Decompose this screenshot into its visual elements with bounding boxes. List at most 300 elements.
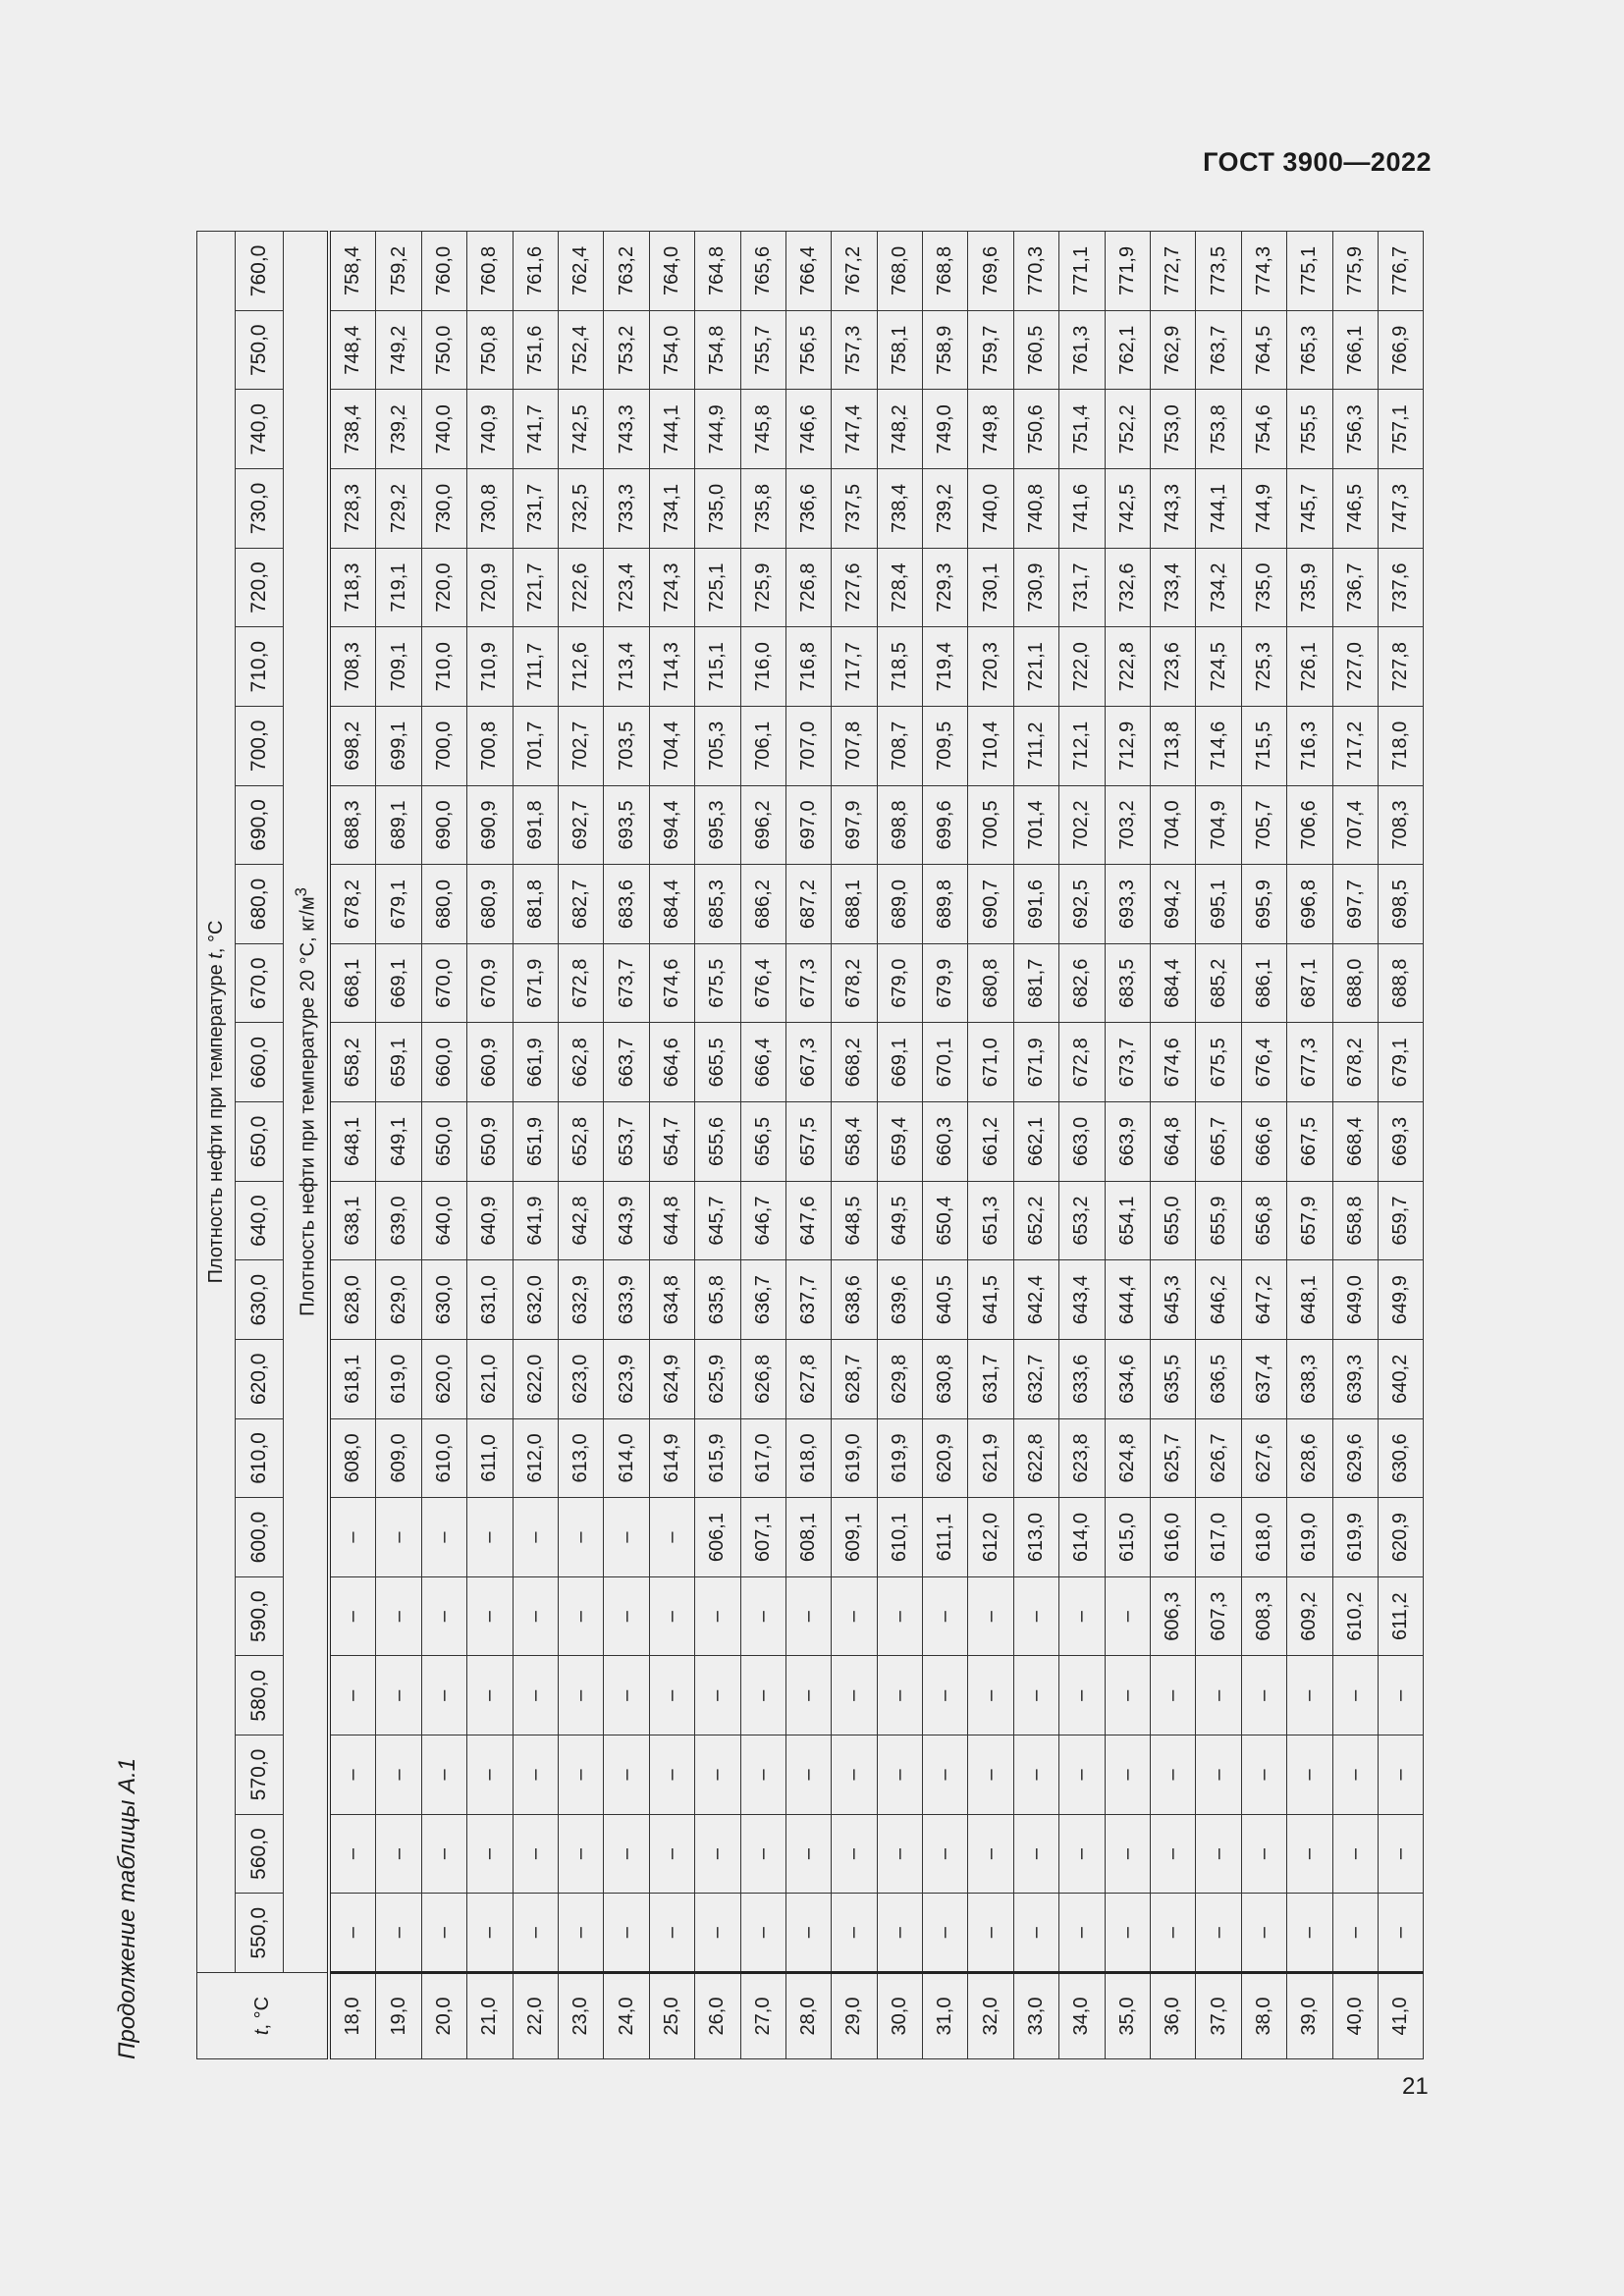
density-cell: 645,3 — [1151, 1260, 1196, 1340]
group-header-var: t — [204, 953, 227, 959]
density-cell: 712,6 — [558, 627, 603, 707]
density-cell: 772,7 — [1151, 231, 1196, 310]
density-cell: 639,3 — [1332, 1340, 1378, 1419]
density-cell: 704,9 — [1196, 785, 1241, 865]
density-cell: 619,0 — [376, 1340, 421, 1419]
density-cell: 722,0 — [1059, 627, 1105, 707]
density-cell: 702,2 — [1059, 785, 1105, 865]
density-cell: 675,5 — [695, 943, 740, 1023]
density-cell: 656,8 — [1241, 1181, 1286, 1260]
density-cell: 719,4 — [923, 627, 968, 707]
density-cell: 684,4 — [649, 865, 694, 944]
density-cell: – — [329, 1814, 376, 1894]
density-cell: 606,1 — [695, 1498, 740, 1577]
density-cell: 698,2 — [329, 707, 376, 786]
density-cell: – — [513, 1498, 558, 1577]
density-cell: 669,1 — [376, 943, 421, 1023]
density-cell: 697,0 — [785, 785, 831, 865]
standard-header: ГОСТ 3900—2022 — [1203, 147, 1432, 177]
density-cell: 657,5 — [785, 1102, 831, 1182]
temperature-cell: 41,0 — [1378, 1973, 1423, 2059]
density-cell: 726,1 — [1287, 627, 1332, 707]
density-cell: 722,8 — [1105, 627, 1150, 707]
density-cell: 738,4 — [877, 469, 922, 549]
density-cell: – — [923, 1576, 968, 1656]
density-column-header: 750,0 — [236, 310, 284, 390]
density-cell: – — [421, 1814, 466, 1894]
density-cell: – — [968, 1735, 1013, 1815]
density-cell: 753,8 — [1196, 390, 1241, 469]
density-cell: 689,1 — [376, 785, 421, 865]
density-cell: 768,8 — [923, 231, 968, 310]
density-cell: 679,0 — [877, 943, 922, 1023]
temperature-cell: 26,0 — [695, 1973, 740, 2059]
table-row — [785, 231, 831, 2058]
density-cell: 635,8 — [695, 1260, 740, 1340]
density-column-header: 630,0 — [236, 1260, 284, 1340]
table-row — [877, 231, 922, 2058]
density-cell: 618,0 — [785, 1418, 831, 1498]
density-cell: 728,4 — [877, 548, 922, 627]
density-cell: 649,9 — [1378, 1260, 1423, 1340]
density-cell: 720,9 — [467, 548, 513, 627]
table-row — [467, 231, 513, 2058]
density-cell: 626,8 — [740, 1340, 785, 1419]
density-cell: 730,0 — [421, 469, 466, 549]
density-cell: 746,5 — [1332, 469, 1378, 549]
density-cell: 715,1 — [695, 627, 740, 707]
density-cell: 727,8 — [1378, 627, 1423, 707]
density-cell: 668,2 — [832, 1023, 877, 1102]
density-cell: 671,9 — [1013, 1023, 1058, 1102]
density-cell: 681,8 — [513, 865, 558, 944]
density-cell: – — [513, 1576, 558, 1656]
density-cell: – — [1059, 1576, 1105, 1656]
density-cell: 611,1 — [923, 1498, 968, 1577]
density-cell: 726,8 — [785, 548, 831, 627]
density-cell: 640,2 — [1378, 1340, 1423, 1419]
density-cell: 671,0 — [968, 1023, 1013, 1102]
density-cell: 703,5 — [604, 707, 649, 786]
density-column-header: 660,0 — [236, 1023, 284, 1102]
density-cell: 742,5 — [558, 390, 603, 469]
density-cell: – — [604, 1814, 649, 1894]
density-cell: 761,3 — [1059, 310, 1105, 390]
density-cell: – — [1013, 1656, 1058, 1735]
temperature-cell: 18,0 — [329, 1973, 376, 2059]
density-cell: – — [376, 1576, 421, 1656]
density-column-header: 550,0 — [236, 1894, 284, 1973]
temperature-cell: 32,0 — [968, 1973, 1013, 2059]
density-cell: 692,7 — [558, 785, 603, 865]
density-cell: 658,8 — [1332, 1181, 1378, 1260]
density-cell: 740,0 — [421, 390, 466, 469]
density-column-header: 580,0 — [236, 1656, 284, 1735]
density-cell: 714,6 — [1196, 707, 1241, 786]
density-cell: 735,9 — [1287, 548, 1332, 627]
density-cell: 729,3 — [923, 548, 968, 627]
density-cell: 748,4 — [329, 310, 376, 390]
density-cell: 664,8 — [1151, 1102, 1196, 1182]
density-cell: 620,0 — [421, 1340, 466, 1419]
density-cell: 701,7 — [513, 707, 558, 786]
table-row — [421, 231, 466, 2058]
density-cell: 708,3 — [329, 627, 376, 707]
density-column-header: 600,0 — [236, 1498, 284, 1577]
density-cell: 642,4 — [1013, 1260, 1058, 1340]
density-cell: – — [604, 1576, 649, 1656]
density-cell: – — [1151, 1814, 1196, 1894]
density-cell: 707,0 — [785, 707, 831, 786]
density-cell: 754,8 — [695, 310, 740, 390]
density-cell: 663,9 — [1105, 1102, 1150, 1182]
density-cell: 742,5 — [1105, 469, 1150, 549]
density-cell: – — [1196, 1656, 1241, 1735]
density-cell: – — [513, 1735, 558, 1815]
temperature-cell: 29,0 — [832, 1973, 877, 2059]
density-cell: 752,4 — [558, 310, 603, 390]
density-cell: – — [1105, 1656, 1150, 1735]
density-cell: 697,9 — [832, 785, 877, 865]
density-cell: 739,2 — [376, 390, 421, 469]
density-cell: – — [785, 1894, 831, 1973]
density-cell: 670,0 — [421, 943, 466, 1023]
density-cell: 730,8 — [467, 469, 513, 549]
density-cell: 693,5 — [604, 785, 649, 865]
density-cell: 615,9 — [695, 1418, 740, 1498]
density-cell: – — [695, 1814, 740, 1894]
density-cell: – — [1241, 1894, 1286, 1973]
density-cell: 616,0 — [1151, 1498, 1196, 1577]
temperature-cell: 19,0 — [376, 1973, 421, 2059]
density-cell: 698,5 — [1378, 865, 1423, 944]
density-cell: 743,3 — [604, 390, 649, 469]
density-cell: 672,8 — [558, 943, 603, 1023]
density-cell: 695,9 — [1241, 865, 1286, 944]
density-cell: – — [1287, 1735, 1332, 1815]
density-cell: 666,6 — [1241, 1102, 1286, 1182]
table-row — [740, 231, 785, 2058]
density-cell: – — [877, 1576, 922, 1656]
density-cell: 760,8 — [467, 231, 513, 310]
density-cell: 644,8 — [649, 1181, 694, 1260]
density-cell: – — [923, 1735, 968, 1815]
density-cell: 653,2 — [1059, 1181, 1105, 1260]
density-cell: 636,7 — [740, 1260, 785, 1340]
density-cell: 674,6 — [649, 943, 694, 1023]
density-cell: 675,5 — [1196, 1023, 1241, 1102]
density-cell: 744,9 — [1241, 469, 1286, 549]
density-cell: 644,4 — [1105, 1260, 1150, 1340]
density-cell: – — [1378, 1735, 1423, 1815]
density-cell: 775,1 — [1287, 231, 1332, 310]
density-cell: 651,3 — [968, 1181, 1013, 1260]
density-cell: 713,4 — [604, 627, 649, 707]
density-cell: 635,5 — [1151, 1340, 1196, 1419]
density-cell: – — [832, 1735, 877, 1815]
density-cell: 632,7 — [1013, 1340, 1058, 1419]
density-cell: – — [832, 1814, 877, 1894]
density-cell: – — [604, 1894, 649, 1973]
density-cell: 650,4 — [923, 1181, 968, 1260]
temperature-cell: 21,0 — [467, 1973, 513, 2059]
density-cell: 735,0 — [1241, 548, 1286, 627]
density-cell: 632,9 — [558, 1260, 603, 1340]
density-cell: 706,1 — [740, 707, 785, 786]
t-unit: , °C — [250, 1996, 273, 2030]
density-cell: 699,6 — [923, 785, 968, 865]
density-cell: 705,7 — [1241, 785, 1286, 865]
temperature-cell: 34,0 — [1059, 1973, 1105, 2059]
density-cell: – — [740, 1735, 785, 1815]
table-row — [329, 231, 376, 2058]
density-cell: 694,4 — [649, 785, 694, 865]
density-cell: 673,7 — [1105, 1023, 1150, 1102]
density-cell: 673,7 — [604, 943, 649, 1023]
density-cell: – — [923, 1894, 968, 1973]
density-cell: 691,6 — [1013, 865, 1058, 944]
temperature-cell: 33,0 — [1013, 1973, 1058, 2059]
density-cell: 695,3 — [695, 785, 740, 865]
density-cell: 690,7 — [968, 865, 1013, 944]
density-cell: 625,7 — [1151, 1418, 1196, 1498]
table-row — [1287, 231, 1332, 2058]
density-cell: 614,0 — [1059, 1498, 1105, 1577]
density-column-header: 610,0 — [236, 1418, 284, 1498]
density-cell: 610,0 — [421, 1418, 466, 1498]
density-cell: 641,5 — [968, 1260, 1013, 1340]
density-cell: 610,2 — [1332, 1576, 1378, 1656]
density-cell: 668,1 — [329, 943, 376, 1023]
density-cell: 717,2 — [1332, 707, 1378, 786]
density-cell: 634,6 — [1105, 1340, 1150, 1419]
density-cell: 747,3 — [1378, 469, 1423, 549]
density-cell: 755,7 — [740, 310, 785, 390]
density-cell: – — [649, 1576, 694, 1656]
density-cell: – — [1151, 1656, 1196, 1735]
density-cell: 655,0 — [1151, 1181, 1196, 1260]
table-row — [1013, 231, 1058, 2058]
density-cell: 733,3 — [604, 469, 649, 549]
density-cell: 671,9 — [513, 943, 558, 1023]
group-header-suffix: , °C — [204, 920, 227, 954]
density-cell: 710,9 — [467, 627, 513, 707]
density-cell: 762,9 — [1151, 310, 1196, 390]
density-cell: 765,3 — [1287, 310, 1332, 390]
density-cell: 638,6 — [832, 1260, 877, 1340]
density-cell: 609,0 — [376, 1418, 421, 1498]
table-row — [1059, 231, 1105, 2058]
density-cell: – — [695, 1656, 740, 1735]
sub-header — [284, 231, 330, 1972]
density-cell: – — [1241, 1814, 1286, 1894]
density-cell: 715,5 — [1241, 707, 1286, 786]
density-cell: 613,0 — [1013, 1498, 1058, 1577]
density-cell: – — [740, 1894, 785, 1973]
table-row — [1196, 231, 1241, 2058]
density-cell: 700,5 — [968, 785, 1013, 865]
density-cell: – — [1287, 1656, 1332, 1735]
density-cell: 771,9 — [1105, 231, 1150, 310]
density-cell: 714,3 — [649, 627, 694, 707]
density-cell: – — [968, 1814, 1013, 1894]
density-cell: 655,9 — [1196, 1181, 1241, 1260]
density-cell: 632,0 — [513, 1260, 558, 1340]
density-cell: 747,4 — [832, 390, 877, 469]
density-cell: 689,0 — [877, 865, 922, 944]
density-cell: 670,1 — [923, 1023, 968, 1102]
density-cell: 613,0 — [558, 1418, 603, 1498]
density-cell: 654,7 — [649, 1102, 694, 1182]
density-cell: 731,7 — [1059, 548, 1105, 627]
density-cell: 631,7 — [968, 1340, 1013, 1419]
density-cell: 612,0 — [513, 1418, 558, 1498]
density-cell: – — [376, 1735, 421, 1815]
density-cell: 607,3 — [1196, 1576, 1241, 1656]
density-cell: – — [558, 1576, 603, 1656]
density-cell: 766,9 — [1378, 310, 1423, 390]
density-column-header: 710,0 — [236, 627, 284, 707]
density-cell: – — [740, 1576, 785, 1656]
density-cell: 736,6 — [785, 469, 831, 549]
density-cell: 735,0 — [695, 469, 740, 549]
density-cell: 721,1 — [1013, 627, 1058, 707]
density-cell: 700,8 — [467, 707, 513, 786]
density-cell: 760,5 — [1013, 310, 1058, 390]
density-cell: 711,2 — [1013, 707, 1058, 786]
density-cell: – — [968, 1894, 1013, 1973]
density-cell: 679,9 — [923, 943, 968, 1023]
density-cell: 727,6 — [832, 548, 877, 627]
density-cell: 636,5 — [1196, 1340, 1241, 1419]
density-cell: 688,0 — [1332, 943, 1378, 1023]
density-cell: – — [604, 1498, 649, 1577]
sub-header-text: Плотность нефти при температуре 20 °С, кг/м — [297, 896, 319, 1316]
density-cell: – — [1196, 1814, 1241, 1894]
density-cell: – — [1105, 1735, 1150, 1815]
density-cell: – — [832, 1576, 877, 1656]
density-cell: 766,1 — [1332, 310, 1378, 390]
density-cell: – — [513, 1894, 558, 1973]
density-cell: 614,0 — [604, 1418, 649, 1498]
table-row — [1378, 231, 1423, 2058]
density-cell: 766,4 — [785, 231, 831, 310]
density-cell: 621,0 — [467, 1340, 513, 1419]
density-cell: 663,0 — [1059, 1102, 1105, 1182]
density-cell: – — [1059, 1814, 1105, 1894]
density-cell: 618,1 — [329, 1340, 376, 1419]
density-cell: – — [376, 1894, 421, 1973]
density-cell: 640,0 — [421, 1181, 466, 1260]
density-cell: – — [1378, 1894, 1423, 1973]
density-cell: 748,2 — [877, 390, 922, 469]
temperature-cell: 20,0 — [421, 1973, 466, 2059]
density-cell: 637,7 — [785, 1260, 831, 1340]
density-cell: 640,5 — [923, 1260, 968, 1340]
density-cell: 659,1 — [376, 1023, 421, 1102]
density-cell: – — [467, 1814, 513, 1894]
density-cell: – — [1196, 1894, 1241, 1973]
density-cell: 620,9 — [1378, 1498, 1423, 1577]
density-cell: 741,6 — [1059, 469, 1105, 549]
density-cell: 722,6 — [558, 548, 603, 627]
density-cell: 656,5 — [740, 1102, 785, 1182]
density-cell: – — [740, 1814, 785, 1894]
density-cell: – — [376, 1498, 421, 1577]
density-cell: – — [740, 1656, 785, 1735]
density-cell: 619,0 — [1287, 1498, 1332, 1577]
density-cell: 709,1 — [376, 627, 421, 707]
density-cell: 692,5 — [1059, 865, 1105, 944]
density-cell: 619,9 — [1332, 1498, 1378, 1577]
density-cell: 732,6 — [1105, 548, 1150, 627]
density-cell: 762,4 — [558, 231, 603, 310]
density-cell: 754,6 — [1241, 390, 1286, 469]
density-cell: 678,2 — [1332, 1023, 1378, 1102]
density-cell: – — [785, 1576, 831, 1656]
density-cell: 683,5 — [1105, 943, 1150, 1023]
density-cell: – — [649, 1735, 694, 1815]
density-cell: 707,8 — [832, 707, 877, 786]
density-cell: 729,2 — [376, 469, 421, 549]
density-cell: – — [1013, 1735, 1058, 1815]
density-column-header: 590,0 — [236, 1576, 284, 1656]
density-cell: – — [558, 1656, 603, 1735]
density-cell: 688,1 — [832, 865, 877, 944]
density-cell: 623,8 — [1059, 1418, 1105, 1498]
density-cell: 649,5 — [877, 1181, 922, 1260]
density-cell: 630,0 — [421, 1260, 466, 1340]
density-cell: – — [1151, 1894, 1196, 1973]
density-cell: 623,9 — [604, 1340, 649, 1419]
density-cell: 659,4 — [877, 1102, 922, 1182]
density-cell: 647,6 — [785, 1181, 831, 1260]
density-cell: 734,2 — [1196, 548, 1241, 627]
density-cell: 608,0 — [329, 1418, 376, 1498]
table-row — [558, 231, 603, 2058]
density-cell: 643,4 — [1059, 1260, 1105, 1340]
density-column-header: 760,0 — [236, 231, 284, 310]
density-cell: 647,2 — [1241, 1260, 1286, 1340]
density-cell: 740,9 — [467, 390, 513, 469]
density-cell: 750,6 — [1013, 390, 1058, 469]
density-cell: 759,7 — [968, 310, 1013, 390]
density-cell: 685,2 — [1196, 943, 1241, 1023]
density-cell: 704,0 — [1151, 785, 1196, 865]
density-cell: 755,5 — [1287, 390, 1332, 469]
density-cell: 758,4 — [329, 231, 376, 310]
density-cell: 608,3 — [1241, 1576, 1286, 1656]
table-row — [1241, 231, 1286, 2058]
density-cell: 760,0 — [421, 231, 466, 310]
density-cell: – — [695, 1576, 740, 1656]
density-cell: – — [1241, 1656, 1286, 1735]
density-cell: – — [1013, 1894, 1058, 1973]
density-cell: – — [1105, 1894, 1150, 1973]
density-cell: 648,5 — [832, 1181, 877, 1260]
temperature-cell: 27,0 — [740, 1973, 785, 2059]
density-cell: 694,2 — [1151, 865, 1196, 944]
density-cell: 702,7 — [558, 707, 603, 786]
density-cell: – — [1151, 1735, 1196, 1815]
density-cell: 739,2 — [923, 469, 968, 549]
density-cell: 725,1 — [695, 548, 740, 627]
density-cell: – — [513, 1656, 558, 1735]
density-cell: 631,0 — [467, 1260, 513, 1340]
density-cell: 716,3 — [1287, 707, 1332, 786]
density-cell: 648,1 — [1287, 1260, 1332, 1340]
density-cell: 680,9 — [467, 865, 513, 944]
